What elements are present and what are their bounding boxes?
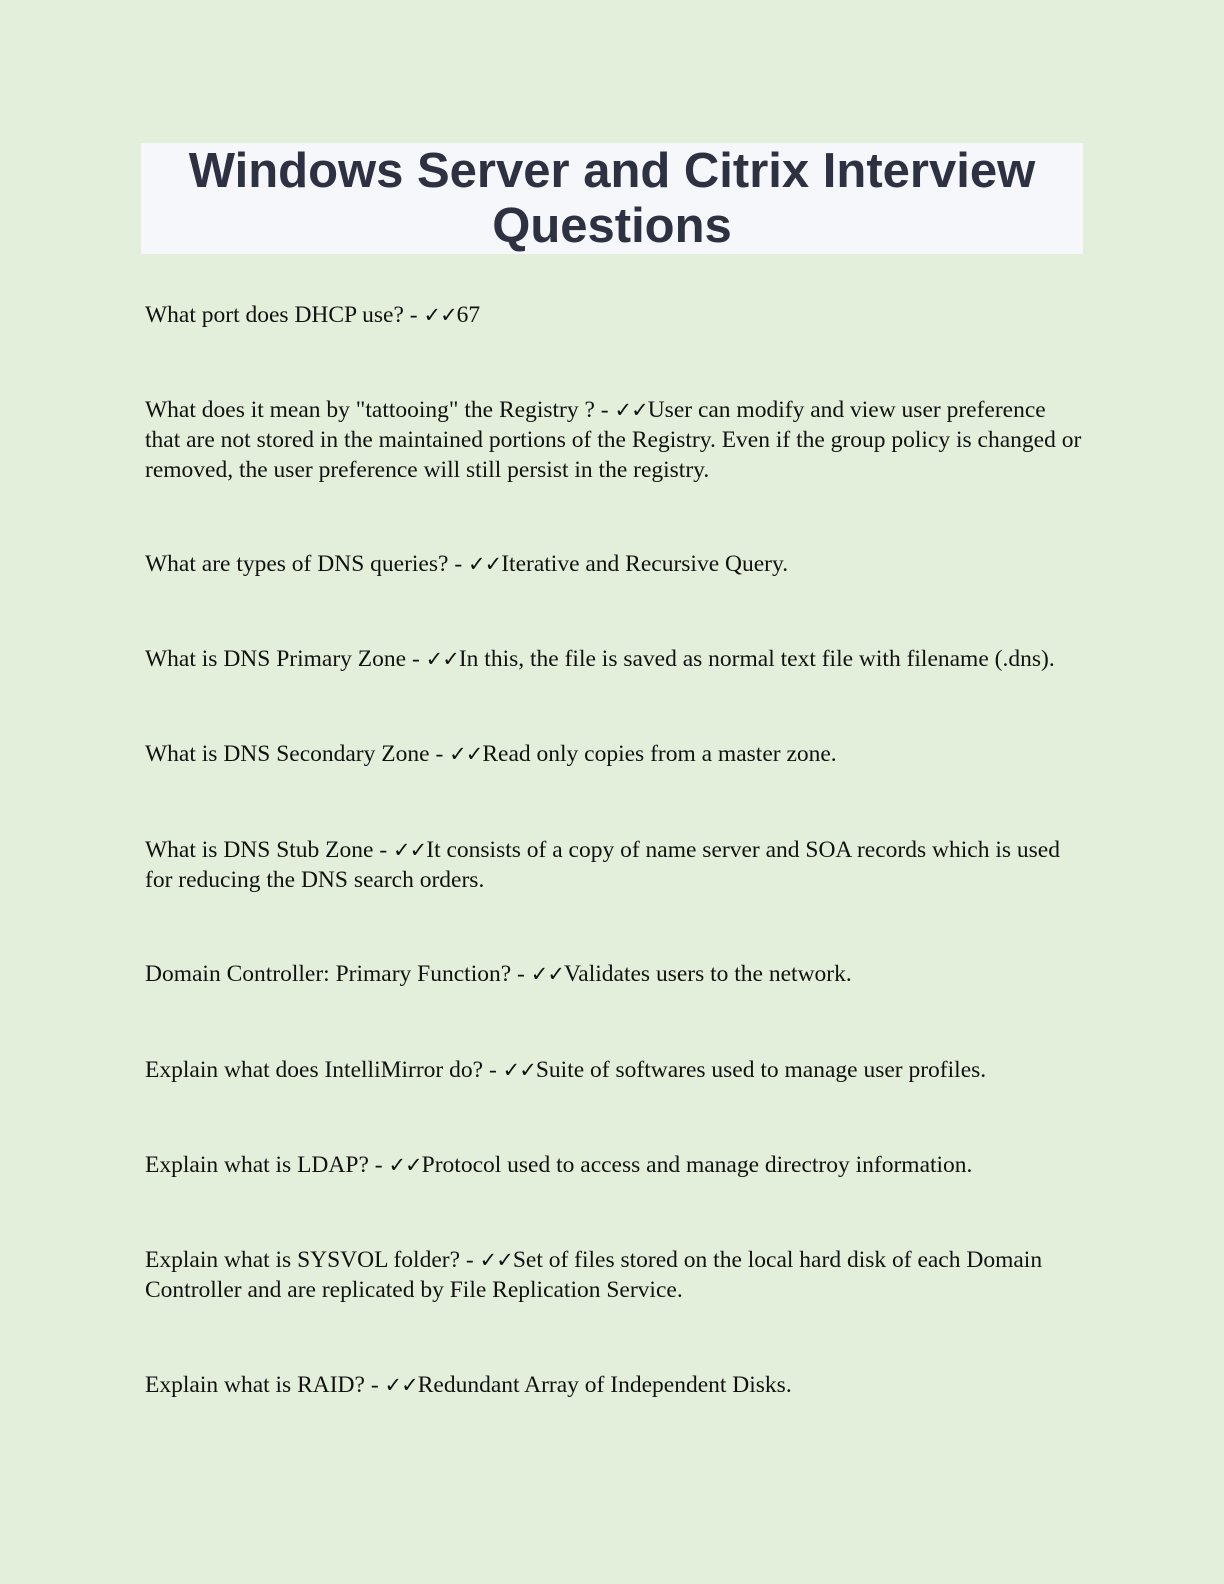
qa-item — [145, 300, 1085, 330]
double-check-icon: ✓✓ — [425, 647, 459, 671]
double-check-icon: ✓✓ — [479, 1248, 513, 1272]
question-text: What does it mean by "tattooing" the Registry ? — [145, 397, 595, 423]
qa-item — [145, 835, 1085, 895]
double-check-icon: ✓✓ — [449, 742, 483, 766]
question-text: Explain what is LDAP? — [145, 1152, 369, 1178]
answer-text: User can modify and view user preference that are not stored in the maintained portions of the Registry. Even if the group policy is changed or removed, the user preference will still persist in the registry. — [145, 397, 1082, 483]
double-check-icon: ✓✓ — [614, 398, 648, 422]
answer-text: In this, the file is saved as normal text file with filename (.dns). — [458, 646, 1055, 672]
double-check-icon: ✓✓ — [530, 962, 564, 986]
qa-item — [145, 549, 1085, 579]
separator: - — [594, 397, 615, 423]
separator: - — [406, 646, 426, 672]
double-check-icon: ✓✓ — [468, 552, 502, 576]
question-text: What port does DHCP use? — [145, 302, 404, 328]
separator: - — [448, 551, 469, 577]
double-check-icon: ✓✓ — [384, 1373, 418, 1397]
answer-text: Redundant Array of Independent Disks. — [417, 1372, 792, 1398]
separator: - — [511, 961, 531, 987]
qa-item — [145, 1150, 1085, 1180]
answer-text: Iterative and Recursive Query. — [501, 551, 789, 577]
separator: - — [483, 1057, 503, 1083]
qa-item — [145, 1055, 1085, 1085]
double-check-icon: ✓✓ — [393, 838, 427, 862]
qa-item — [145, 959, 1085, 989]
question-text: Explain what does IntelliMirror do? — [145, 1057, 484, 1083]
answer-text: Read only copies from a master zone. — [482, 741, 837, 767]
answer-text: Protocol used to access and manage directroy information. — [421, 1152, 973, 1178]
question-text: What are types of DNS queries? — [145, 551, 449, 577]
question-text: Domain Controller: Primary Function? — [145, 961, 512, 987]
question-text: Explain what is SYSVOL folder? — [145, 1247, 461, 1273]
qa-item — [145, 1370, 1085, 1400]
qa-item — [145, 395, 1085, 485]
answer-text: Suite of softwares used to manage user profiles. — [535, 1057, 987, 1083]
double-check-icon: ✓✓ — [502, 1058, 536, 1082]
answer-text: It consists of a copy of name server and SOA records which is used for reducing the DNS search orders. — [145, 837, 1060, 893]
question-text: What is DNS Stub Zone — [145, 837, 374, 863]
question-text: What is DNS Primary Zone — [145, 646, 407, 672]
separator: - — [429, 741, 450, 767]
question-text: What is DNS Secondary Zone — [145, 741, 430, 767]
separator: - — [373, 837, 394, 863]
qa-item — [145, 644, 1085, 674]
answer-text: Validates users to the network. — [563, 961, 852, 987]
answer-text: Set of files stored on the local hard disk of each Domain Controller and are replicated by File Replication Service. — [145, 1247, 1043, 1303]
separator: - — [460, 1247, 480, 1273]
double-check-icon: ✓✓ — [388, 1153, 422, 1177]
page-title: Windows Server and Citrix Interview Questions — [188, 143, 1036, 253]
title-banner — [141, 143, 1083, 254]
question-text: Explain what is RAID? — [145, 1372, 365, 1398]
qa-item — [145, 1245, 1085, 1305]
double-check-icon: ✓✓ — [423, 303, 457, 327]
qa-item — [145, 739, 1085, 769]
answer-text: 67 — [456, 302, 481, 328]
separator: - — [364, 1372, 385, 1398]
separator: - — [403, 302, 424, 328]
separator: - — [368, 1152, 389, 1178]
